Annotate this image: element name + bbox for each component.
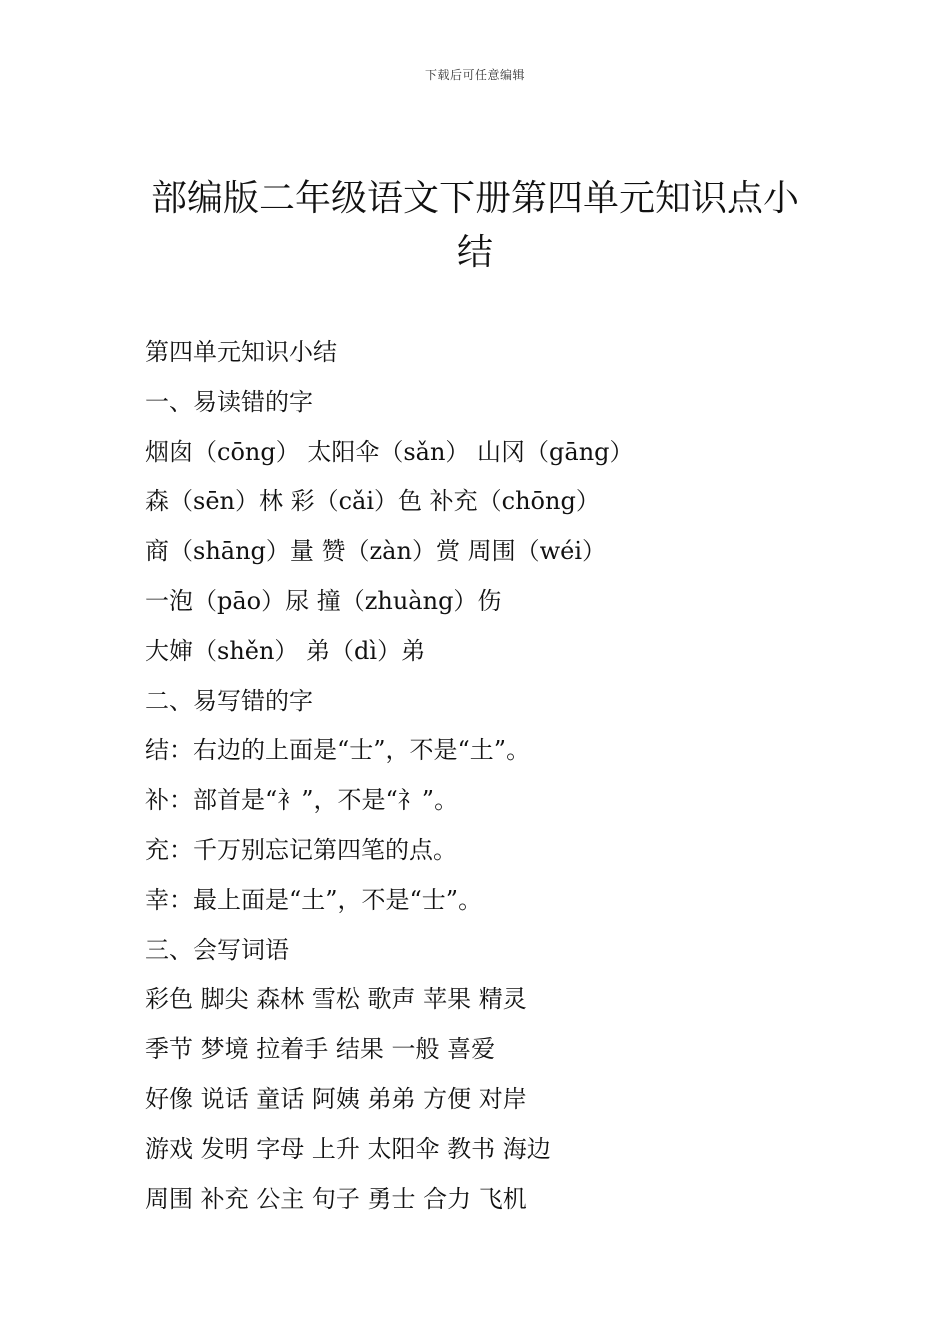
text-line: 季节 梦境 拉着手 结果 一般 喜爱 [145, 1035, 496, 1064]
text-line: 周围 补充 公主 句子 勇士 合力 飞机 [145, 1184, 527, 1213]
subsection-heading: 三、会写词语 [145, 935, 289, 964]
text-line: 彩色 脚尖 森林 雪松 歌声 苹果 精灵 [145, 985, 527, 1014]
text-line: 烟囱（cōng） 太阳伞（sǎn） 山冈（gāng） [145, 437, 634, 466]
text-line: 大婶（shěn） 弟（dì）弟 [145, 636, 426, 665]
text-line: 好像 说话 童话 阿姨 弟弟 方便 对岸 [145, 1084, 527, 1113]
text-line: 游戏 发明 字母 上升 太阳伞 教书 海边 [145, 1134, 551, 1163]
text-line: 一泡（pāo）尿 撞（zhuàng）伤 [145, 586, 502, 615]
text-line: 结：右边的上面是“士”，不是“土”。 [145, 736, 531, 765]
header-note: 下载后可任意编辑 [424, 68, 525, 82]
text-line: 森（sēn）林 彩（cǎi）色 补充（chōng） [145, 487, 600, 516]
text-line: 充：千万别忘记第四笔的点。 [145, 835, 457, 864]
document-title: 部编版二年级语文下册第四单元知识点小结 [150, 178, 799, 273]
document-body [145, 328, 865, 1224]
subsection-heading: 一、易读错的字 [145, 387, 313, 416]
text-line: 补：部首是“衤”，不是“礻”。 [145, 786, 459, 815]
text-line: 幸：最上面是“土”，不是“士”。 [145, 885, 483, 914]
subsection-heading: 二、易写错的字 [145, 686, 313, 715]
text-line: 商（shāng）量 赞（zàn）赏 周围（wéi） [145, 537, 606, 566]
section-heading: 第四单元知识小结 [145, 338, 337, 366]
